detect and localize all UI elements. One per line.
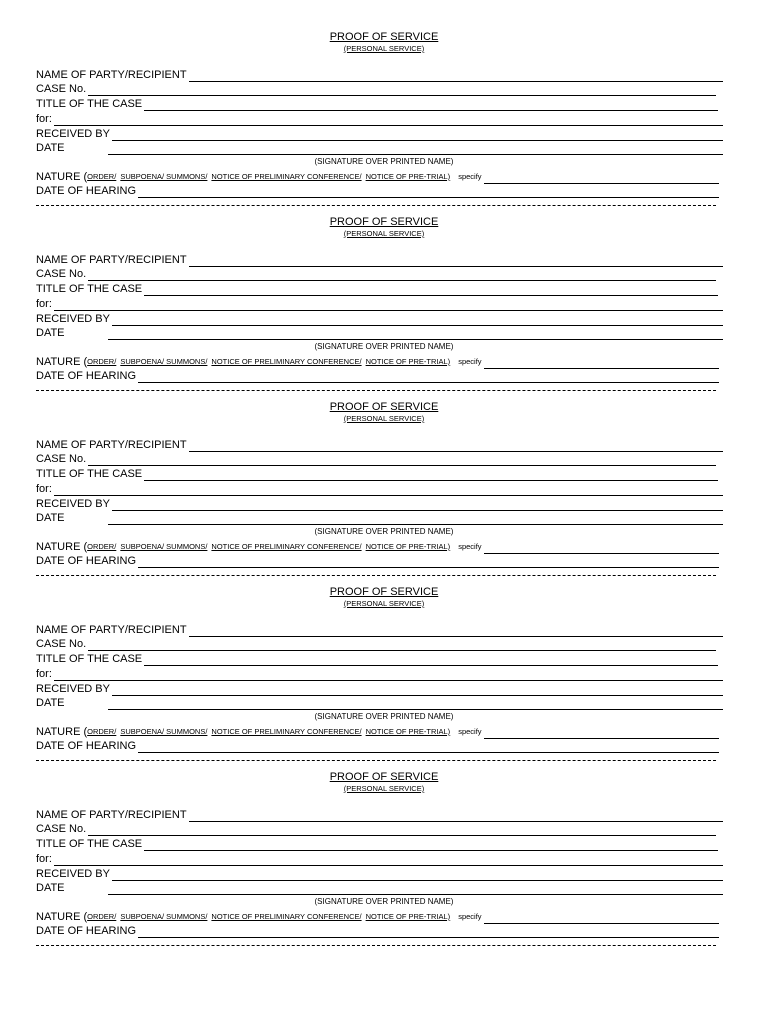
date-blank[interactable]: [108, 144, 723, 155]
received-by-field[interactable]: [36, 682, 723, 696]
for-label: for:: [36, 853, 52, 865]
signature-note: (SIGNATURE OVER PRINTED NAME): [314, 527, 454, 536]
case-no-label: CASE No.: [36, 823, 87, 835]
case-no-blank[interactable]: [88, 640, 716, 651]
date-blank[interactable]: [108, 514, 723, 525]
received-by-blank[interactable]: [112, 870, 723, 881]
signature-note: (SIGNATURE OVER PRINTED NAME): [314, 712, 454, 721]
specify-label: specify: [458, 172, 482, 181]
date-of-hearing-label: DATE OF HEARING: [36, 370, 137, 382]
nature-option: ORDER/: [87, 542, 117, 551]
proof-of-service-block: [0, 215, 768, 400]
name-blank[interactable]: [189, 626, 723, 637]
nature-option: SUBPOENA/ SUMMONS/: [120, 172, 208, 181]
specify-label: specify: [458, 727, 482, 736]
name-blank[interactable]: [189, 811, 723, 822]
date-field[interactable]: [36, 326, 723, 340]
date-blank[interactable]: [108, 884, 723, 895]
title-case-field[interactable]: [36, 97, 718, 111]
proof-of-service-block: [0, 585, 768, 770]
title-case-field[interactable]: [36, 467, 718, 481]
nature-label: NATURE (: [36, 541, 88, 553]
date-of-hearing-blank[interactable]: [138, 187, 719, 198]
date-of-hearing-blank[interactable]: [138, 557, 719, 568]
title-case-blank[interactable]: [144, 285, 718, 296]
specify-blank[interactable]: [484, 728, 719, 739]
date-of-hearing-field[interactable]: [36, 369, 719, 383]
date-label: DATE: [36, 512, 65, 524]
proof-of-service-block: [0, 400, 768, 585]
received-by-blank[interactable]: [112, 130, 723, 141]
received-by-label: RECEIVED BY: [36, 498, 110, 510]
date-of-hearing-blank[interactable]: [138, 372, 719, 383]
received-by-label: RECEIVED BY: [36, 868, 110, 880]
name-field[interactable]: [36, 253, 723, 267]
cut-line-divider: [36, 205, 716, 206]
nature-option: NOTICE OF PRE-TRIAL): [365, 357, 451, 366]
form-subtitle: (PERSONAL SERVICE): [343, 599, 425, 608]
title-case-label: TITLE OF THE CASE: [36, 468, 143, 480]
case-no-field[interactable]: [36, 452, 716, 466]
title-case-field[interactable]: [36, 282, 718, 296]
title-case-label: TITLE OF THE CASE: [36, 838, 143, 850]
name-blank[interactable]: [189, 71, 723, 82]
specify-blank[interactable]: [484, 913, 719, 924]
name-field[interactable]: [36, 68, 723, 82]
for-field[interactable]: [36, 297, 723, 311]
case-no-field[interactable]: [36, 267, 716, 281]
for-field[interactable]: [36, 852, 723, 866]
name-field[interactable]: [36, 438, 723, 452]
name-label: NAME OF PARTY/RECIPIENT: [36, 809, 187, 821]
received-by-field[interactable]: [36, 127, 723, 141]
case-no-label: CASE No.: [36, 453, 87, 465]
nature-options: [87, 355, 454, 369]
for-field[interactable]: [36, 112, 723, 126]
cut-line-divider: [36, 575, 716, 576]
date-of-hearing-field[interactable]: [36, 554, 719, 568]
date-label: DATE: [36, 142, 65, 154]
signature-note: (SIGNATURE OVER PRINTED NAME): [314, 342, 454, 351]
nature-label: NATURE (: [36, 356, 88, 368]
date-field[interactable]: [36, 511, 723, 525]
title-case-label: TITLE OF THE CASE: [36, 653, 143, 665]
for-blank[interactable]: [54, 485, 723, 496]
date-of-hearing-field[interactable]: [36, 739, 719, 753]
name-field[interactable]: [36, 623, 723, 637]
nature-field[interactable]: [36, 355, 719, 369]
nature-label: NATURE (: [36, 726, 88, 738]
title-case-blank[interactable]: [144, 840, 718, 851]
nature-options: [87, 540, 454, 554]
nature-option: ORDER/: [87, 727, 117, 736]
specify-label: specify: [458, 912, 482, 921]
cut-line-divider: [36, 945, 716, 946]
nature-field[interactable]: [36, 540, 719, 554]
date-field[interactable]: [36, 881, 723, 895]
date-label: DATE: [36, 327, 65, 339]
nature-label: NATURE (: [36, 911, 88, 923]
nature-option: NOTICE OF PRE-TRIAL): [365, 172, 451, 181]
for-label: for:: [36, 298, 52, 310]
title-case-field[interactable]: [36, 837, 718, 851]
name-label: NAME OF PARTY/RECIPIENT: [36, 624, 187, 636]
form-title: PROOF OF SERVICE: [329, 31, 439, 43]
nature-option: NOTICE OF PRE-TRIAL): [365, 727, 451, 736]
received-by-label: RECEIVED BY: [36, 128, 110, 140]
name-blank[interactable]: [189, 256, 723, 267]
name-label: NAME OF PARTY/RECIPIENT: [36, 69, 187, 81]
date-of-hearing-field[interactable]: [36, 924, 719, 938]
form-title: PROOF OF SERVICE: [329, 401, 439, 413]
nature-option: SUBPOENA/ SUMMONS/: [120, 912, 208, 921]
date-blank[interactable]: [108, 329, 723, 340]
for-label: for:: [36, 483, 52, 495]
cut-line-divider: [36, 760, 716, 761]
for-blank[interactable]: [54, 115, 723, 126]
date-of-hearing-field[interactable]: [36, 184, 719, 198]
date-of-hearing-label: DATE OF HEARING: [36, 555, 137, 567]
form-subtitle: (PERSONAL SERVICE): [343, 229, 425, 238]
for-field[interactable]: [36, 482, 723, 496]
received-by-label: RECEIVED BY: [36, 683, 110, 695]
for-blank[interactable]: [54, 670, 723, 681]
signature-note: (SIGNATURE OVER PRINTED NAME): [314, 157, 454, 166]
title-case-label: TITLE OF THE CASE: [36, 98, 143, 110]
nature-options: [87, 170, 454, 184]
case-no-label: CASE No.: [36, 268, 87, 280]
case-no-blank[interactable]: [88, 270, 716, 281]
nature-option: NOTICE OF PRELIMINARY CONFERENCE/: [211, 357, 362, 366]
specify-blank[interactable]: [484, 543, 719, 554]
name-blank[interactable]: [189, 441, 723, 452]
proof-of-service-block: [0, 770, 768, 955]
form-title: PROOF OF SERVICE: [329, 216, 439, 228]
received-by-blank[interactable]: [112, 500, 723, 511]
nature-option: SUBPOENA/ SUMMONS/: [120, 357, 208, 366]
form-title: PROOF OF SERVICE: [329, 771, 439, 783]
nature-options: [87, 725, 454, 739]
for-label: for:: [36, 668, 52, 680]
nature-option: NOTICE OF PRELIMINARY CONFERENCE/: [211, 727, 362, 736]
case-no-label: CASE No.: [36, 638, 87, 650]
case-no-field[interactable]: [36, 637, 716, 651]
case-no-field[interactable]: [36, 822, 716, 836]
nature-field[interactable]: [36, 910, 719, 924]
nature-field[interactable]: [36, 170, 719, 184]
nature-label: NATURE (: [36, 171, 88, 183]
form-subtitle: (PERSONAL SERVICE): [343, 44, 425, 53]
specify-label: specify: [458, 357, 482, 366]
date-field[interactable]: [36, 696, 723, 710]
for-label: for:: [36, 113, 52, 125]
name-label: NAME OF PARTY/RECIPIENT: [36, 254, 187, 266]
nature-option: NOTICE OF PRELIMINARY CONFERENCE/: [211, 172, 362, 181]
title-case-blank[interactable]: [144, 655, 718, 666]
specify-label: specify: [458, 542, 482, 551]
form-subtitle: (PERSONAL SERVICE): [343, 414, 425, 423]
received-by-field[interactable]: [36, 867, 723, 881]
received-by-field[interactable]: [36, 312, 723, 326]
for-blank[interactable]: [54, 300, 723, 311]
received-by-field[interactable]: [36, 497, 723, 511]
nature-option: ORDER/: [87, 172, 117, 181]
received-by-label: RECEIVED BY: [36, 313, 110, 325]
name-field[interactable]: [36, 808, 723, 822]
case-no-blank[interactable]: [88, 455, 716, 466]
for-blank[interactable]: [54, 855, 723, 866]
nature-field[interactable]: [36, 725, 719, 739]
title-case-blank[interactable]: [144, 470, 718, 481]
nature-option: ORDER/: [87, 357, 117, 366]
title-case-label: TITLE OF THE CASE: [36, 283, 143, 295]
received-by-blank[interactable]: [112, 315, 723, 326]
nature-option: NOTICE OF PRE-TRIAL): [365, 912, 451, 921]
form-subtitle: (PERSONAL SERVICE): [343, 784, 425, 793]
proof-of-service-block: [0, 30, 768, 215]
nature-option: NOTICE OF PRELIMINARY CONFERENCE/: [211, 912, 362, 921]
title-case-blank[interactable]: [144, 100, 718, 111]
name-label: NAME OF PARTY/RECIPIENT: [36, 439, 187, 451]
nature-option: NOTICE OF PRELIMINARY CONFERENCE/: [211, 542, 362, 551]
nature-option: SUBPOENA/ SUMMONS/: [120, 727, 208, 736]
nature-option: SUBPOENA/ SUMMONS/: [120, 542, 208, 551]
case-no-blank[interactable]: [88, 85, 716, 96]
date-label: DATE: [36, 697, 65, 709]
cut-line-divider: [36, 390, 716, 391]
case-no-field[interactable]: [36, 82, 716, 96]
case-no-label: CASE No.: [36, 83, 87, 95]
date-of-hearing-label: DATE OF HEARING: [36, 740, 137, 752]
received-by-blank[interactable]: [112, 685, 723, 696]
form-title: PROOF OF SERVICE: [329, 586, 439, 598]
signature-note: (SIGNATURE OVER PRINTED NAME): [314, 897, 454, 906]
specify-blank[interactable]: [484, 173, 719, 184]
date-of-hearing-label: DATE OF HEARING: [36, 185, 137, 197]
date-field[interactable]: [36, 141, 723, 155]
title-case-field[interactable]: [36, 652, 718, 666]
date-blank[interactable]: [108, 699, 723, 710]
nature-options: [87, 910, 454, 924]
date-of-hearing-label: DATE OF HEARING: [36, 925, 137, 937]
for-field[interactable]: [36, 667, 723, 681]
nature-option: NOTICE OF PRE-TRIAL): [365, 542, 451, 551]
case-no-blank[interactable]: [88, 825, 716, 836]
date-of-hearing-blank[interactable]: [138, 742, 719, 753]
date-of-hearing-blank[interactable]: [138, 927, 719, 938]
nature-option: ORDER/: [87, 912, 117, 921]
date-label: DATE: [36, 882, 65, 894]
specify-blank[interactable]: [484, 358, 719, 369]
